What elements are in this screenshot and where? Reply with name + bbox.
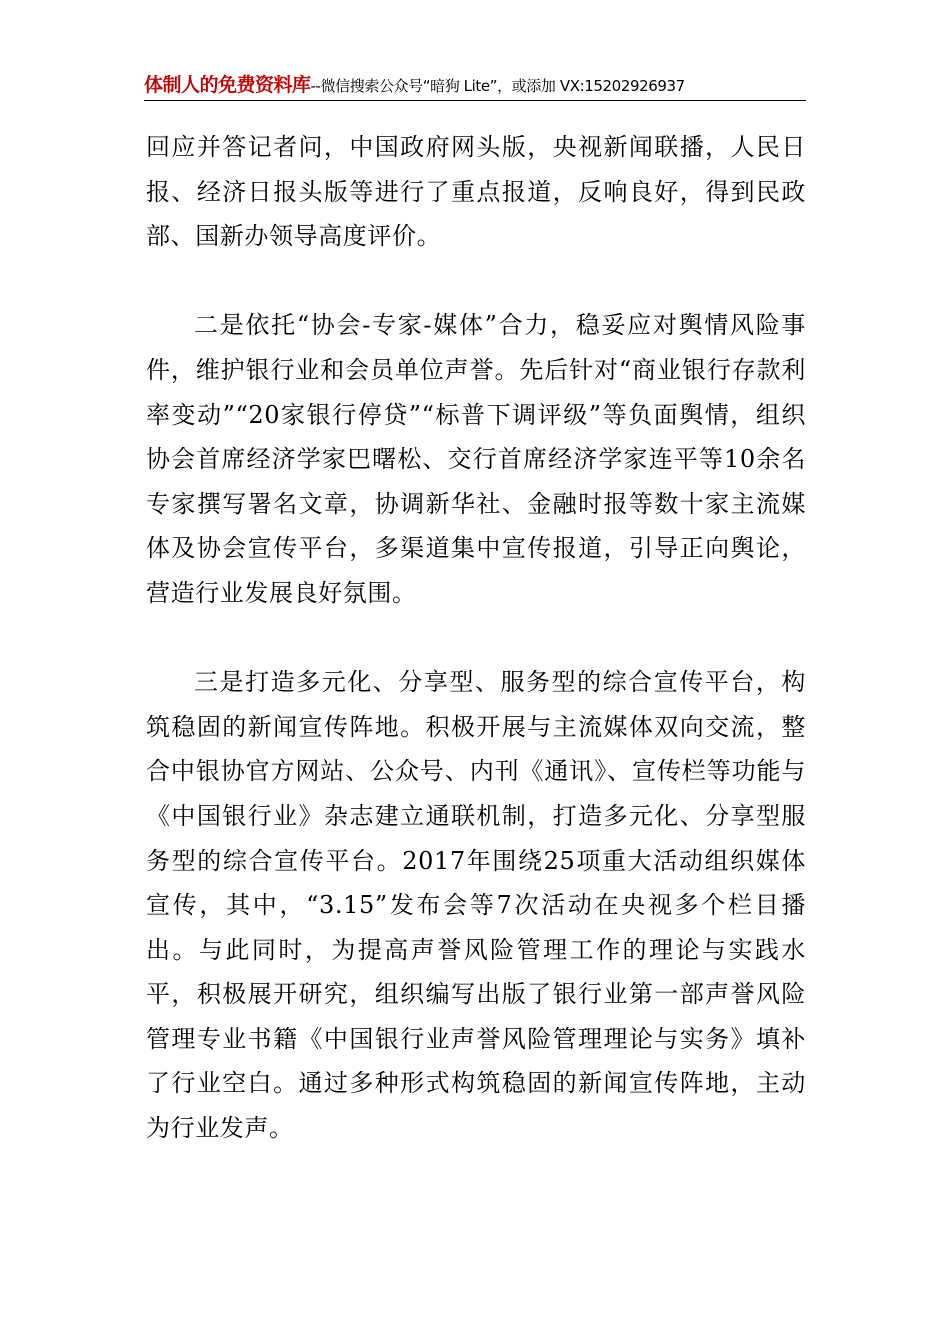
paragraph-item-three: 三是打造多元化、分享型、服务型的综合宣传平台，构筑稳固的新闻宣传阵地。积极开展与主流媒体双向交流，整合中银协官方网站、公众号、内刊《通讯》、宣传栏等功能与《中国银行业》杂志建立通联机制，打造多元化、分享型服务型的综合宣传平台。2017年围绕25项重大活动组织媒体宣传，其中，“3.15”发布会等7次活动在央视多个栏目播出。与此同时，为提高声誉风险管理工作的理论与实践水平，积极展开研究，组织编写出版了银行业第一部声誉风险管理专业书籍《中国银行业声誉风险管理理论与实务》填补了行业空白。通过多种形式构筑稳固的新闻宣传阵地，主动为行业发声。	[146, 668, 806, 1143]
header-info: --微信搜索公众号“暗狗 Lite”，或添加 VX:15202926937	[310, 77, 685, 95]
document-body	[146, 125, 806, 1151]
header-brand: 体制人的免费资料库	[144, 74, 311, 96]
paragraph-continuation: 回应并答记者问，中国政府网头版，央视新闻联播，人民日报、经济日报头版等进行了重点报道，反响良好，得到民政部、国新办领导高度评价。	[146, 133, 806, 251]
page-header	[144, 70, 806, 101]
paragraph-item-two: 二是依托“协会-专家-媒体”合力，稳妥应对舆情风险事件，维护银行业和会员单位声誉。先后针对“商业银行存款利率变动”“20家银行停贷”“标普下调评级”等负面舆情，组织协会首席经济学家巴曙松、交行首席经济学家连平等10余名专家撰写署名文章，协调新华社、金融时报等数十家主流媒体及协会宣传平台，多渠道集中宣传报道，引导正向舆论，营造行业发展良好氛围。	[146, 311, 806, 607]
